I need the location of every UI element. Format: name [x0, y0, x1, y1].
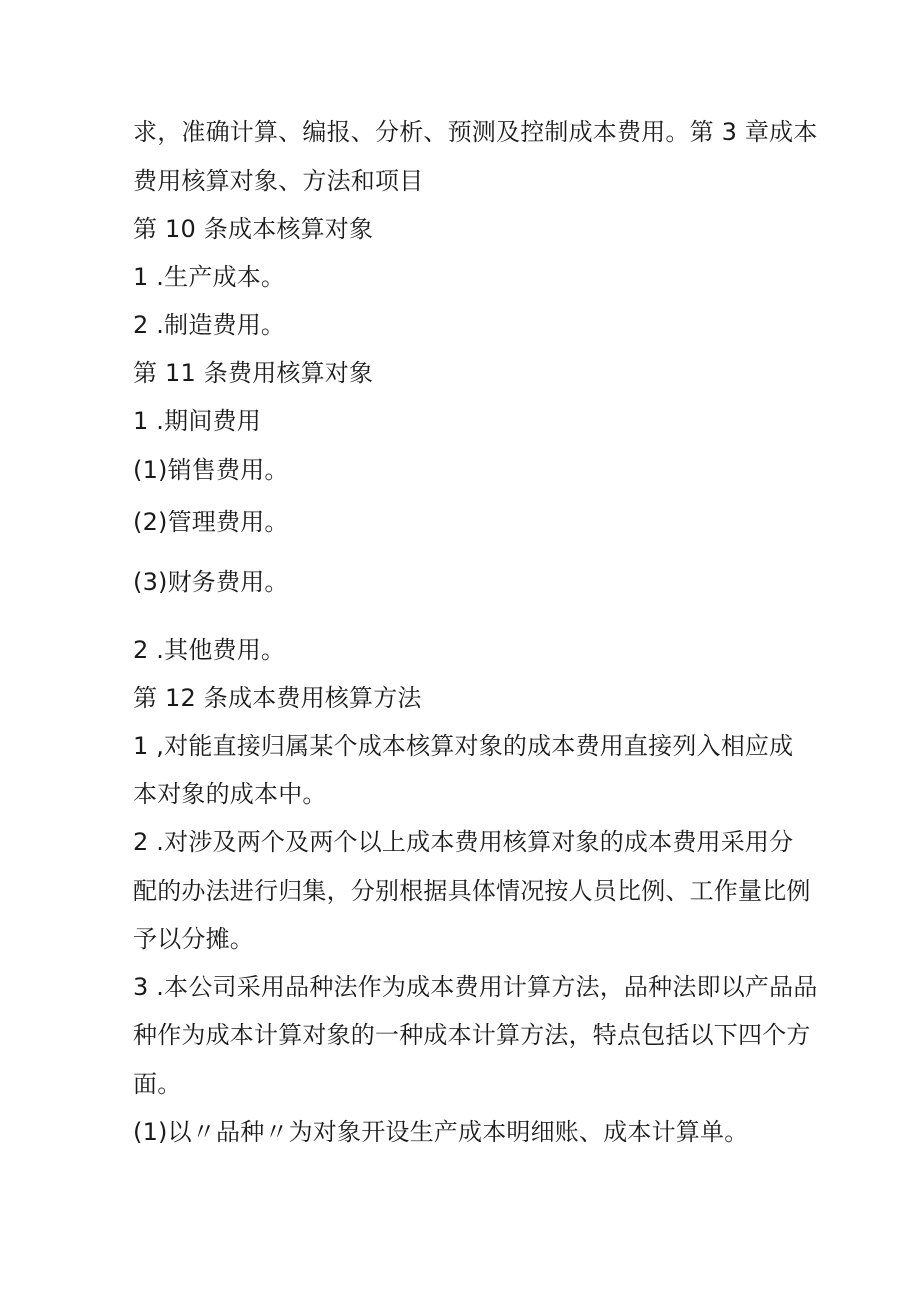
sub-list-item: (3)财务费用。 [133, 568, 289, 596]
list-item: 2 .制造费用。 [133, 311, 286, 339]
paragraph-line: 面。 [133, 1070, 182, 1098]
list-item: 2 .其他费用。 [133, 636, 286, 664]
section-heading: 第 12 条成本费用核算方法 [133, 684, 422, 712]
section-heading: 第 11 条费用核算对象 [133, 359, 374, 387]
list-item: 1 ,对能直接归属某个成本核算对象的成本费用直接列入相应成 [133, 732, 794, 760]
section-heading: 第 10 条成本核算对象 [133, 215, 374, 243]
paragraph-line: 配的办法进行归集，分别根据具体情况按人员比例、工作量比例 [133, 877, 811, 905]
paragraph-line: 予以分摊。 [133, 925, 254, 953]
paragraph-line: 费用核算对象、方法和项目 [133, 167, 424, 195]
paragraph-line: 求，准确计算、编报、分析、预测及控制成本费用。第 3 章成本 [133, 118, 818, 146]
list-item: 1 .期间费用 [133, 407, 261, 435]
sub-list-item: (1)销售费用。 [133, 456, 289, 484]
list-item: 2 .对涉及两个及两个以上成本费用核算对象的成本费用采用分 [133, 828, 794, 856]
paragraph-line: 种作为成本计算对象的一种成本计算方法，特点包括以下四个方 [133, 1021, 811, 1049]
list-item: 3 .本公司采用品种法作为成本费用计算方法，品种法即以产品品 [133, 973, 818, 1001]
sub-list-item: (1)以〃品种〃为对象开设生产成本明细账、成本计算单。 [133, 1118, 749, 1146]
paragraph-line: 本对象的成本中。 [133, 780, 327, 808]
sub-list-item: (2)管理费用。 [133, 508, 289, 536]
list-item: 1 .生产成本。 [133, 263, 286, 291]
